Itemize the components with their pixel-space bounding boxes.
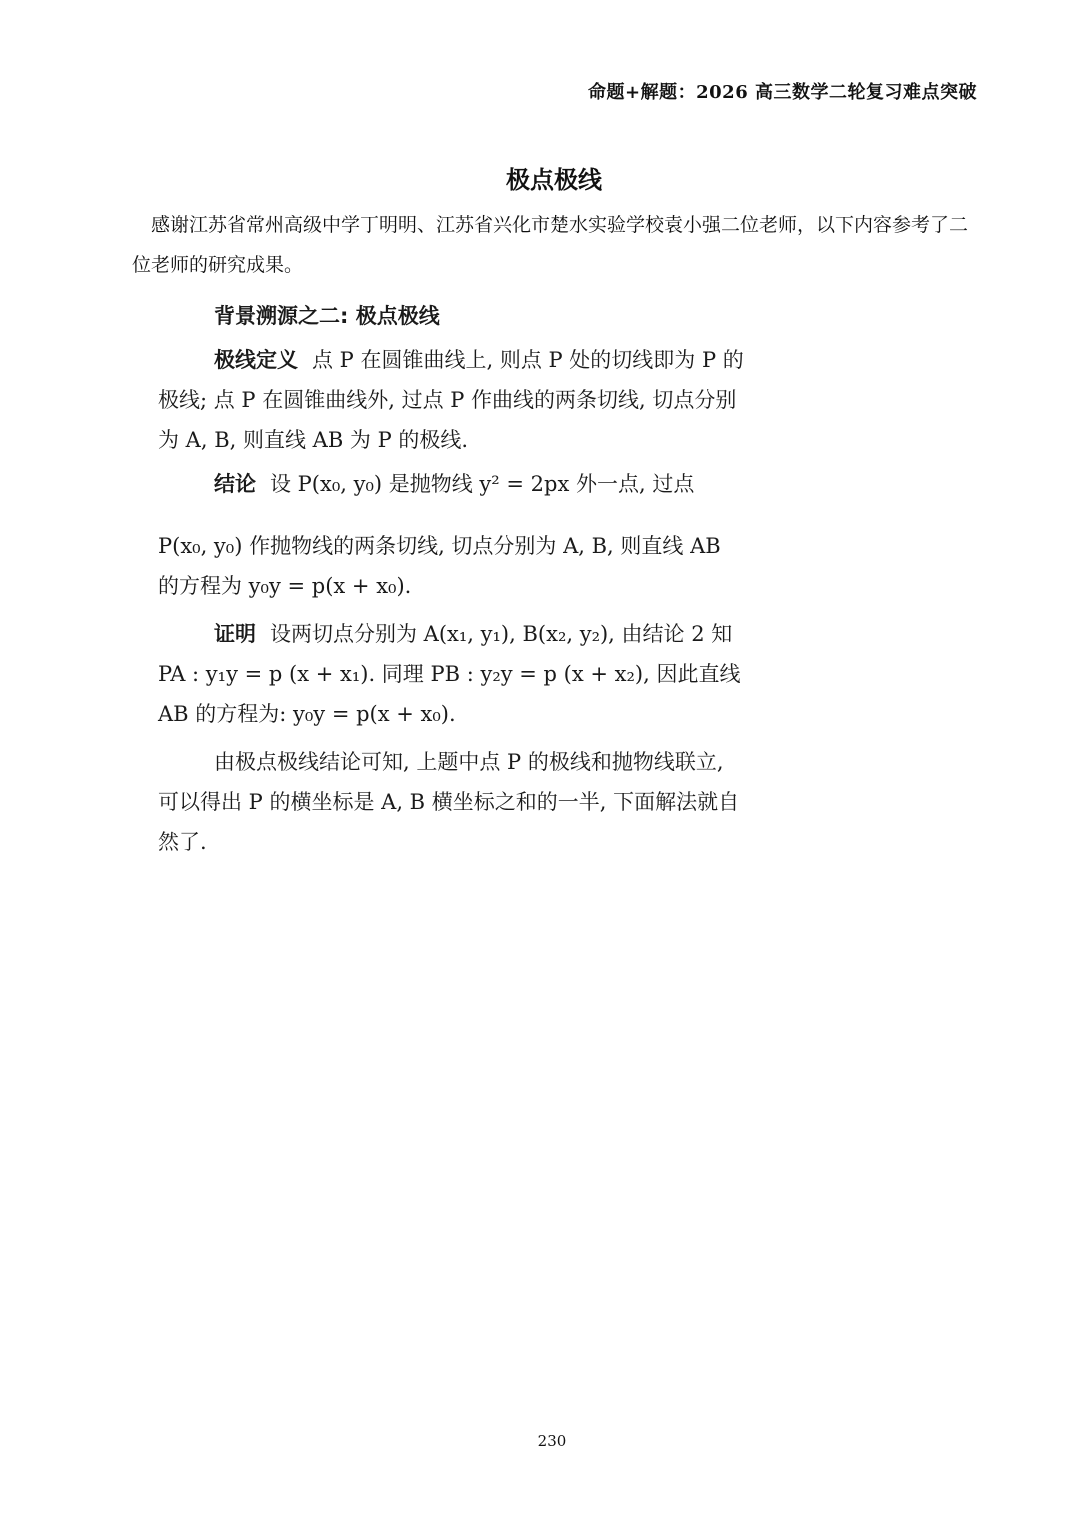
page-title: 极点极线 bbox=[506, 166, 602, 194]
running-header: 命题+解题：2026 高三数学二轮复习难点突破 bbox=[588, 82, 977, 103]
intro-paragraph: 感谢江苏省常州高级中学丁明明、江苏省兴化市楚水实验学校袁小强二位老师，以下内容参考了二位老师的研究成果。 bbox=[132, 214, 969, 276]
conclusion-text-line1: 设 P(x₀, y₀) 是抛物线 y² = 2px 外一点, 过点 bbox=[270, 472, 695, 496]
definition-paragraph bbox=[158, 340, 748, 460]
conclusion-paragraph bbox=[158, 464, 748, 504]
proof-paragraph bbox=[158, 614, 748, 734]
section-heading: 背景溯源之二: 极点极线 bbox=[214, 304, 440, 328]
proof-text: 设两切点分别为 A(x₁, y₁), B(x₂, y₂), 由结论 2 知 PA : y₁y = p (x + x₁). 同理 PB : y₂y = p (x + x₂), 因此直线 AB 的方程为: y₀y = p(x + x₀). bbox=[158, 622, 741, 726]
textbook-excerpt bbox=[158, 296, 748, 862]
page-number: 230 bbox=[537, 1432, 567, 1450]
closing-paragraph: 由极点极线结论可知, 上题中点 P 的极线和抛物线联立, 可以得出 P 的横坐标是 A, B 横坐标之和的一半, 下面解法就自然了. bbox=[158, 750, 740, 854]
definition-term: 极线定义 bbox=[214, 348, 298, 372]
proof-term: 证明 bbox=[214, 622, 256, 646]
definition-text: 点 P 在圆锥曲线上, 则点 P 处的切线即为 P 的极线; 点 P 在圆锥曲线外, 过点 P 作曲线的两条切线, 切点分别为 A, B, 则直线 AB 为 P 的极线. bbox=[158, 348, 744, 452]
conclusion-term: 结论 bbox=[214, 472, 256, 496]
conclusion-continuation: P(x₀, y₀) 作抛物线的两条切线, 切点分别为 A, B, 则直线 AB 的方程为 y₀y = p(x + x₀). bbox=[158, 534, 721, 598]
